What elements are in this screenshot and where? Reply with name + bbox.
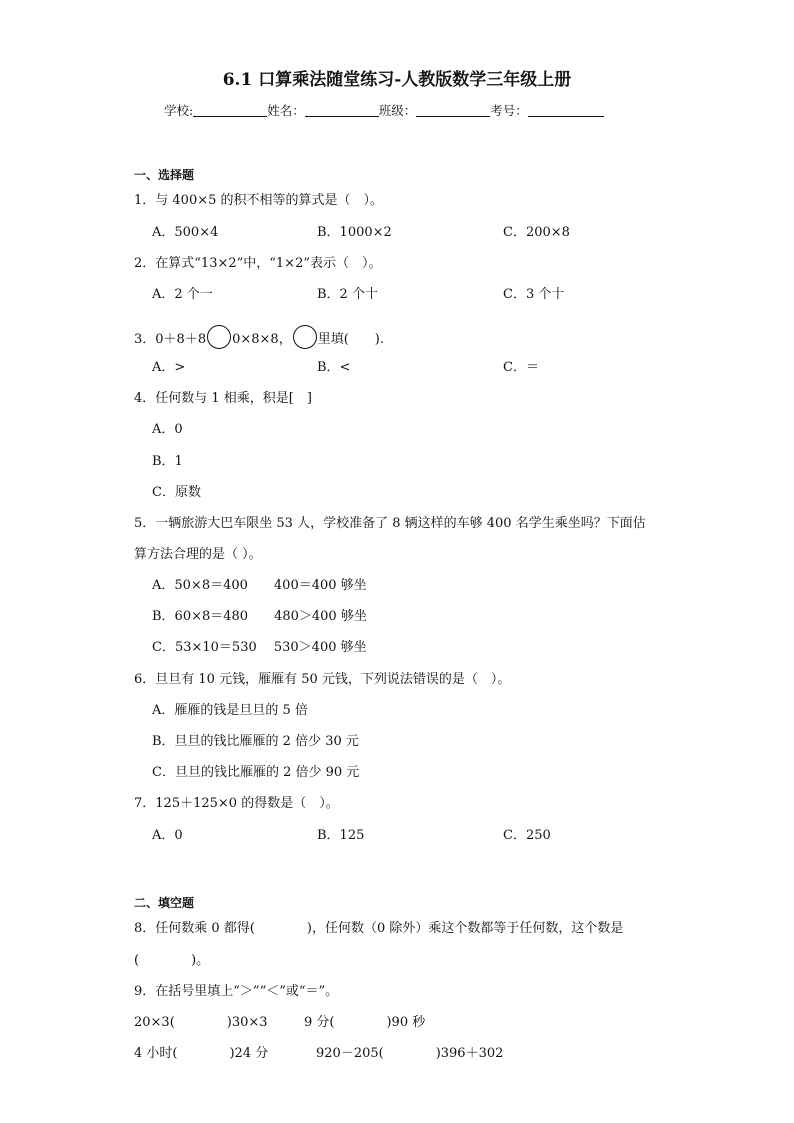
name-label: 姓名：: [267, 103, 305, 118]
question-6-option-a: A．雁雁的钱是旦旦的 5 倍: [152, 703, 308, 718]
question-9-item-2: 9 分( )90 秒: [304, 1015, 426, 1030]
page-title: 6.1 口算乘法随堂练习-人教版数学三年级上册: [222, 70, 572, 90]
question-2-option-a: A．2 个一: [152, 287, 213, 302]
class-blank: [416, 116, 490, 117]
question-3-option-c: C．＝: [503, 360, 539, 375]
question-4-stem: 4．任何数与 1 相乘，积是[ ]: [134, 391, 312, 406]
question-7-option-b: B．125: [317, 828, 365, 843]
question-5-stem-line-2: 算方法合理的是（ ）。: [134, 547, 262, 562]
question-1-option-a: A．500×4: [152, 225, 219, 240]
question-4-option-a: A．0: [152, 422, 183, 437]
name-blank: [305, 116, 379, 117]
question-3-option-b: B．<: [317, 360, 351, 375]
question-7-option-a: A．0: [152, 828, 183, 843]
question-6-option-c: C．旦旦的钱比雁雁的 2 倍少 90 元: [152, 765, 360, 780]
question-3-option-a: A．>: [152, 360, 186, 375]
school-blank: [193, 116, 267, 117]
school-label: 学校:: [164, 103, 194, 118]
question-9-item-4: 920－205( )396＋302: [316, 1046, 504, 1061]
question-5-option-b: B．60×8＝480 480＞400 够坐: [152, 609, 367, 624]
question-8-line-2: ( )。: [134, 953, 210, 968]
question-2-option-c: C．3 个十: [503, 287, 565, 302]
question-9-item-1: 20×3( )30×3: [134, 1015, 268, 1030]
question-1-option-b: B．1000×2: [317, 225, 392, 240]
section-choice-heading: 一、选择题: [134, 168, 195, 182]
question-5-stem-line-1: 5．一辆旅游大巴车限坐 53 人，学校准备了 8 辆这样的车够 400 名学生乘坐吗？下面估: [134, 516, 646, 531]
question-3-stem-part1: 3．0＋8＋8: [134, 332, 207, 347]
question-8-line-1: 8．任何数乘 0 都得( )，任何数（0 除外）乘这个数都等于任何数，这个数是: [134, 921, 624, 936]
question-5-option-c: C．53×10＝530 530＞400 够坐: [152, 640, 367, 655]
comparison-circle-2: [293, 325, 317, 349]
exam-no-blank: [528, 116, 604, 117]
section-fill-heading: 二、填空题: [134, 896, 195, 910]
question-5-option-a: A．50×8＝400 400＝400 够坐: [152, 578, 367, 593]
question-2-stem: 2．在算式“13×2”中，“1×2”表示（ ）。: [134, 256, 382, 271]
question-3-stem: [134, 325, 384, 349]
class-label: 班级：: [378, 103, 417, 118]
comparison-circle-1: [207, 325, 231, 349]
question-2-option-b: B．2 个十: [317, 287, 378, 302]
student-info-line: [164, 105, 604, 118]
question-9-stem: 9．在括号里填上“＞”“＜”或“＝”。: [134, 984, 339, 999]
question-9-item-3: 4 小时( )24 分: [134, 1046, 269, 1061]
question-1-option-c: C．200×8: [503, 225, 570, 240]
question-7-stem: 7．125＋125×0 的得数是（ ）。: [134, 796, 339, 811]
question-1-stem: 1．与 400×5 的积不相等的算式是（ ）。: [134, 193, 384, 208]
question-3-stem-part3: 里填( ).: [317, 332, 384, 347]
question-6-option-b: B．旦旦的钱比雁雁的 2 倍少 30 元: [152, 734, 359, 749]
question-7-option-c: C．250: [503, 828, 551, 843]
question-6-stem: 6．旦旦有 10 元钱，雁雁有 50 元钱，下列说法错误的是（ ）。: [134, 672, 511, 687]
question-3-stem-part2: 0×8×8，: [232, 332, 292, 347]
question-4-option-b: B．1: [152, 454, 183, 469]
question-4-option-c: C．原数: [152, 485, 201, 500]
exam-no-label: 考号：: [490, 103, 528, 118]
